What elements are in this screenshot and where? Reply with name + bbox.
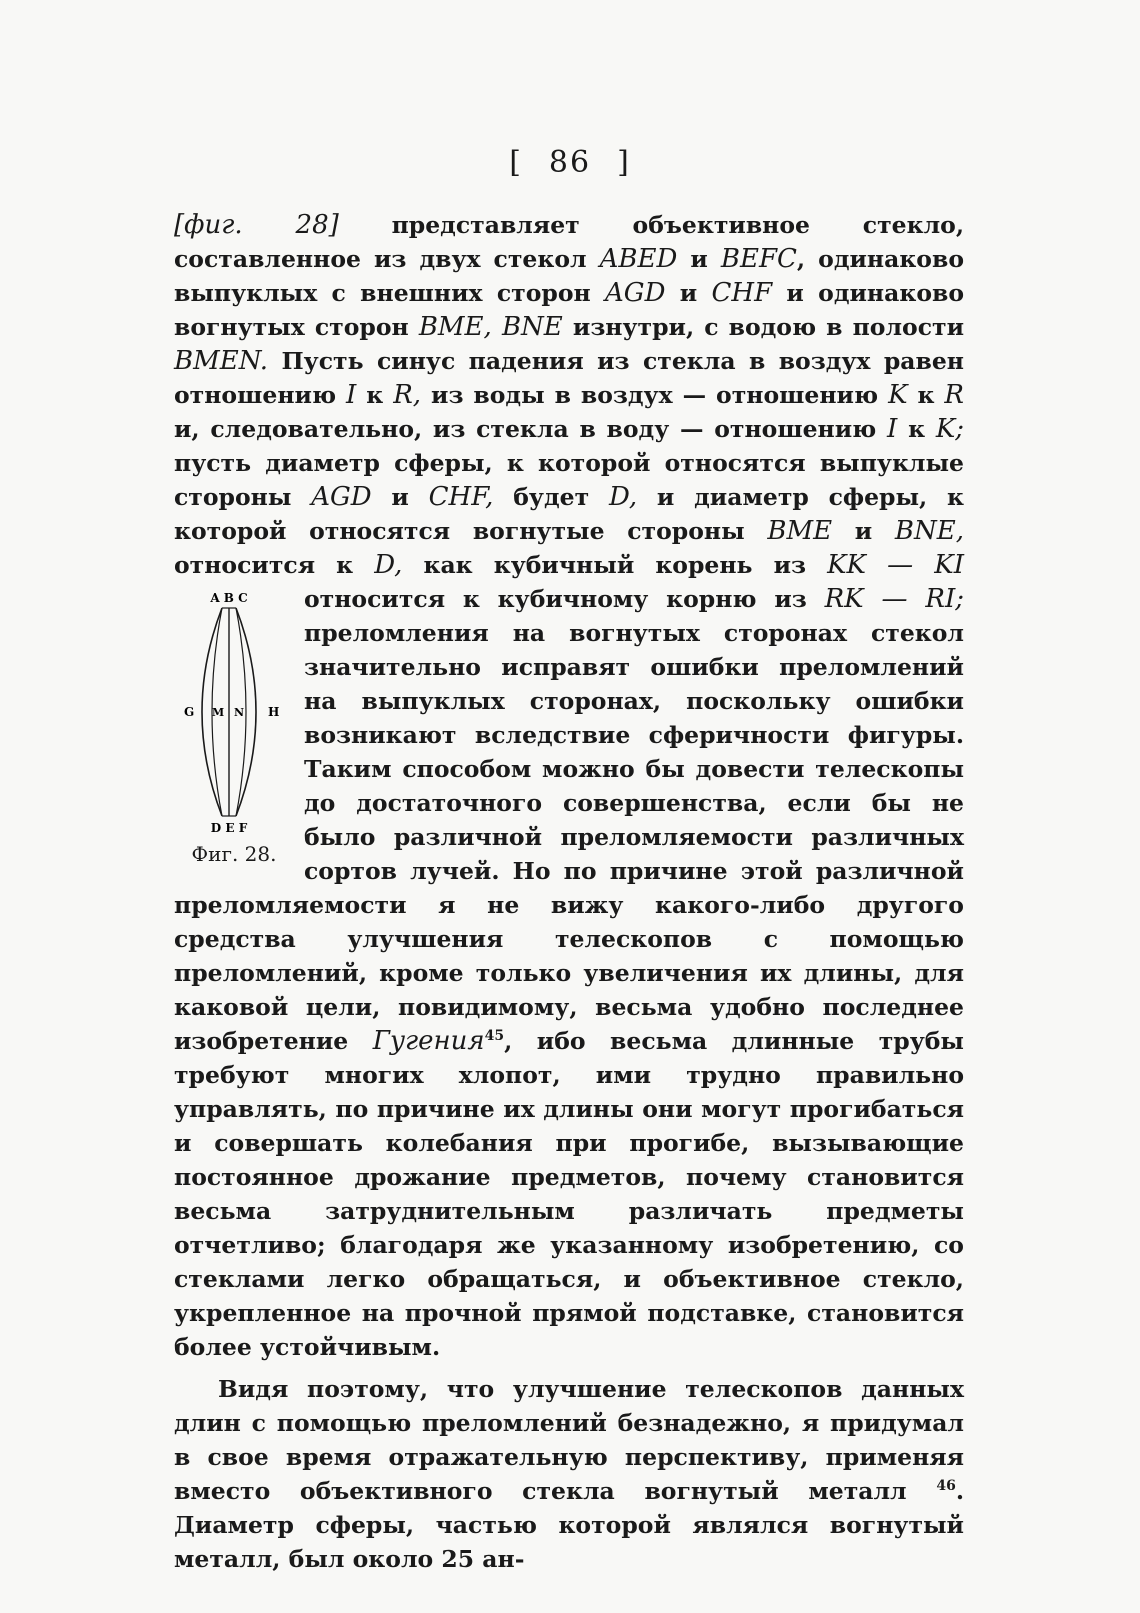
label-h: H [268,705,280,719]
lens-diagram [174,588,284,836]
figure-reference: [фиг. 28] [174,210,339,240]
label-m: M [212,706,225,719]
footnote-46: 46 [936,1478,956,1495]
right-bracket: ] [617,145,631,180]
label-abc: A B C [210,591,248,605]
footnote-45: 45 [484,1028,505,1045]
label-def: D E F [210,821,248,835]
figure-caption: Фиг. 28. [191,842,277,866]
label-g: G [184,705,195,719]
body-text [174,208,964,1576]
left-bracket: [ [509,145,523,180]
paragraph-2: Видя поэтому, что улучшение телескопов данных длин с помощью преломлений безнадежно, я придумал в свое время отражательную перспективу, применяя вместо объективного стекла вогнутый металл $^{46}$. Диаметр сферы, частью которой являлся вогнутый металл, был около 25 ан- [174,1375,964,1573]
author-name: Гугения [372,1026,485,1056]
label-n: N [234,706,245,719]
paragraph-1: [фиг. 28] представляет объективное стекло, составленное из двух стекол ABED и BEFC, одинаково выпуклых с внешних сторон AGD и CHF и одинаково вогнутых сторон BME, BNE изнутри, с водою в полости BMEN. Пусть синус падения из стекла в воздух равен отношению I к R, из воды в воздух — отношению K к R и, следовательно, из стекла в воду — отношению I к K; пусть диаметр сферы, к которой относятся выпуклые стороны AGD и CHF, будет D, и диаметр сферы, к которой относятся вогнутые стороны BME и BNE, относится к D, как кубичный корень из KK — KI относится к кубичному корню из RK — RI; A B C G M N H D E F Фиг. 28. преломления на вогнутых сторонах стекол значительно исправят ошибки преломлений на выпуклых сторонах, поскольку ошибки возникают вследствие сферичности фигуры. Таким способом можно бы довести телескопы до достаточного совершенства, если бы не было различной преломляемости различных сортов лучей. Но по причине этой различной преломляемости я не вижу какого-либо другого средства улучшения телескопов с помощью преломлений, кроме только увеличения их длины, для каковой цели, повидимому, весьма удобно последнее изобретение Гугения$^{45}$, ибо весьма длинные трубы требуют многих хлопот, ими трудно правильно управлять, по причине их длины они могут прогибаться и совершать колебания при прогибе, вызывающие постоянное дрожание предметов, почему становится весьма затруднительным различать предметы отчетливо; благодаря же указанному изобретению, со стеклами легко обращаться, и объективное стекло, укрепленное на прочной прямой подставке, становится более устойчивым. [174,210,965,1361]
page-number-header [0,145,1140,180]
page-number: 86 [548,145,592,180]
figure-28 [174,588,294,874]
